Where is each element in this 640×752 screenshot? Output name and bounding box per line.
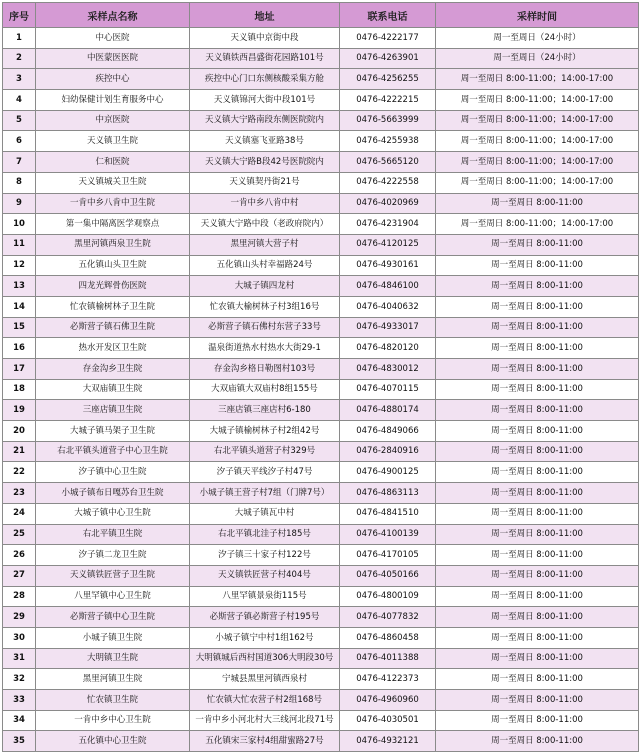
cell-index: 34 [3,710,36,731]
cell-phone: 0476-5663999 [340,110,436,131]
cell-address: 大城子镇榆树林子村2组42号 [190,421,340,442]
cell-address: 汐子镇天平线汐子村47号 [190,462,340,483]
cell-sampling-time: 周一至周日 8:00-11:00 [436,255,639,276]
cell-index: 28 [3,586,36,607]
table-header-row [3,3,639,28]
cell-sampling-time: 周一至周日 8:00-11:00 [436,524,639,545]
cell-address: 大明镇城后西村国道306大明段30号 [190,648,340,669]
cell-address: 忙农镇大榆树林子村3组16号 [190,296,340,317]
cell-index: 20 [3,421,36,442]
table-row [3,296,639,317]
cell-sampling-time: 周一至周日 8:00-11:00 [436,462,639,483]
cell-index: 19 [3,400,36,421]
cell-address: 汐子镇三十家子村122号 [190,545,340,566]
table-row [3,669,639,690]
cell-index: 6 [3,131,36,152]
table-row [3,359,639,380]
cell-sampling-time: 周一至周日 8:00-11:00 [436,441,639,462]
cell-address: 忙农镇大忙农营子村2组168号 [190,690,340,711]
cell-site-name: 忙农镇卫生院 [36,690,190,711]
cell-site-name: 五化镇山头卫生院 [36,255,190,276]
cell-phone: 0476-4900125 [340,462,436,483]
cell-sampling-time: 周一至周日 8:00-11:00 [436,379,639,400]
cell-index: 16 [3,338,36,359]
cell-phone: 0476-4231904 [340,214,436,235]
cell-index: 21 [3,441,36,462]
table-body [3,28,639,752]
table-row [3,317,639,338]
cell-address: 五化镇宋三家村4组甜蜜路27号 [190,731,340,752]
cell-phone: 0476-4800109 [340,586,436,607]
cell-address: 天义镇大宁路南段东侧医院院内 [190,110,340,131]
cell-sampling-time: 周一至周日 8:00-11:00 [436,317,639,338]
cell-site-name: 忙农镇榆树林子卫生院 [36,296,190,317]
cell-site-name: 小城子镇卫生院 [36,627,190,648]
cell-phone: 0476-4863113 [340,483,436,504]
cell-phone: 0476-4030501 [340,710,436,731]
cell-index: 31 [3,648,36,669]
cell-sampling-time: 周一至周日 8:00-11:00 [436,586,639,607]
cell-address: 疾控中心门口东侧核酸采集方舱 [190,69,340,90]
cell-index: 18 [3,379,36,400]
table-row [3,586,639,607]
cell-site-name: 一肯中乡中心卫生院 [36,710,190,731]
cell-index: 12 [3,255,36,276]
cell-sampling-time: 周一至周日 8:00-11:00；14:00-17:00 [436,90,639,111]
cell-site-name: 一肯中乡八肯中卫生院 [36,193,190,214]
cell-address: 天义镇铁西昌盛街花园路101号 [190,48,340,69]
cell-phone: 0476-4255938 [340,131,436,152]
cell-index: 33 [3,690,36,711]
cell-phone: 0476-4100139 [340,524,436,545]
cell-site-name: 五化镇中心卫生院 [36,731,190,752]
cell-site-name: 妇幼保健计划生育服务中心 [36,90,190,111]
cell-index: 22 [3,462,36,483]
cell-address: 一肯中乡八肯中村 [190,193,340,214]
cell-address: 三座店镇三座店村6-180 [190,400,340,421]
cell-site-name: 右北平镇卫生院 [36,524,190,545]
cell-index: 27 [3,565,36,586]
cell-sampling-time: 周一至周日 8:00-11:00 [436,607,639,628]
cell-phone: 0476-4263901 [340,48,436,69]
header-index: 序号 [3,3,36,28]
table-row [3,90,639,111]
cell-phone: 0476-2840916 [340,441,436,462]
cell-phone: 0476-4011388 [340,648,436,669]
cell-sampling-time: 周一至周日 8:00-11:00 [436,421,639,442]
cell-phone: 0476-4846100 [340,276,436,297]
cell-address: 天义镇锦河大街中段101号 [190,90,340,111]
cell-phone: 0476-4841510 [340,503,436,524]
cell-index: 17 [3,359,36,380]
header-sampling-time: 采样时间 [436,3,639,28]
cell-index: 30 [3,627,36,648]
cell-address: 五化镇山头村幸福路24号 [190,255,340,276]
table-row [3,193,639,214]
cell-site-name: 仁和医院 [36,152,190,173]
cell-phone: 0476-4880174 [340,400,436,421]
table-row [3,648,639,669]
cell-index: 14 [3,296,36,317]
cell-address: 一肯中乡小河北村大三线河北段71号 [190,710,340,731]
cell-site-name: 小城子镇布日嘎苏台卫生院 [36,483,190,504]
cell-sampling-time: 周一至周日 8:00-11:00 [436,296,639,317]
cell-phone: 0476-4930161 [340,255,436,276]
cell-phone: 0476-4960960 [340,690,436,711]
table-row [3,400,639,421]
cell-address: 大城子镇四龙村 [190,276,340,297]
cell-phone: 0476-4050166 [340,565,436,586]
header-phone: 联系电话 [340,3,436,28]
cell-index: 9 [3,193,36,214]
table-row [3,710,639,731]
table-row [3,483,639,504]
table-row [3,524,639,545]
cell-index: 2 [3,48,36,69]
cell-sampling-time: 周一至周日 8:00-11:00 [436,338,639,359]
table-row [3,565,639,586]
cell-site-name: 中京医院 [36,110,190,131]
cell-sampling-time: 周一至周日 8:00-11:00 [436,359,639,380]
cell-site-name: 八里罕镇中心卫生院 [36,586,190,607]
cell-phone: 0476-4070115 [340,379,436,400]
cell-index: 35 [3,731,36,752]
cell-sampling-time: 周一至周日 8:00-11:00 [436,710,639,731]
cell-address: 天义镇塞飞亚路38号 [190,131,340,152]
cell-sampling-time: 周一至周日 8:00-11:00 [436,400,639,421]
table-row [3,421,639,442]
table-row [3,441,639,462]
cell-site-name: 天义镇城关卫生院 [36,172,190,193]
cell-phone: 0476-4860458 [340,627,436,648]
cell-sampling-time: 周一至周日 8:00-11:00；14:00-17:00 [436,110,639,131]
cell-phone: 0476-4120125 [340,234,436,255]
cell-site-name: 大明镇卫生院 [36,648,190,669]
table-row [3,131,639,152]
cell-address: 天义镇铁匠营子村404号 [190,565,340,586]
cell-phone: 0476-4222558 [340,172,436,193]
table-row [3,503,639,524]
cell-phone: 0476-4256255 [340,69,436,90]
cell-address: 温泉街道热水村热水大街29-1 [190,338,340,359]
cell-address: 天义镇大宁路中段（老政府院内） [190,214,340,235]
cell-phone: 0476-4849066 [340,421,436,442]
cell-sampling-time: 周一至周日 8:00-11:00 [436,690,639,711]
cell-site-name: 大双庙镇卫生院 [36,379,190,400]
cell-sampling-time: 周一至周日 8:00-11:00 [436,276,639,297]
cell-sampling-time: 周一至周日（24小时） [436,48,639,69]
cell-phone: 0476-4933017 [340,317,436,338]
cell-index: 23 [3,483,36,504]
cell-sampling-time: 周一至周日 8:00-11:00 [436,545,639,566]
cell-site-name: 汐子镇中心卫生院 [36,462,190,483]
cell-phone: 0476-4830012 [340,359,436,380]
table-row [3,690,639,711]
cell-index: 7 [3,152,36,173]
table-row [3,255,639,276]
cell-site-name: 四龙光辉骨伤医院 [36,276,190,297]
cell-address: 小城子镇宁中村1组162号 [190,627,340,648]
cell-sampling-time: 周一至周日 8:00-11:00 [436,565,639,586]
cell-site-name: 右北平镇头道营子中心卫生院 [36,441,190,462]
table-row [3,731,639,752]
cell-site-name: 必斯营子镇中心卫生院 [36,607,190,628]
cell-sampling-time: 周一至周日 8:00-11:00 [436,648,639,669]
cell-address: 右北平镇北洼子村185号 [190,524,340,545]
cell-site-name: 中医蒙医医院 [36,48,190,69]
cell-sampling-time: 周一至周日 8:00-11:00 [436,193,639,214]
cell-site-name: 天义镇卫生院 [36,131,190,152]
cell-site-name: 黑里河镇西泉卫生院 [36,234,190,255]
cell-sampling-time: 周一至周日 8:00-11:00；14:00-17:00 [436,172,639,193]
cell-index: 10 [3,214,36,235]
cell-phone: 0476-4077832 [340,607,436,628]
cell-address: 存金沟乡格日勒图村103号 [190,359,340,380]
table-row [3,214,639,235]
cell-index: 15 [3,317,36,338]
cell-phone: 0476-4222177 [340,28,436,49]
cell-phone: 0476-4040632 [340,296,436,317]
cell-index: 24 [3,503,36,524]
table-row [3,379,639,400]
cell-address: 天义镇契丹街21号 [190,172,340,193]
cell-phone: 0476-4932121 [340,731,436,752]
cell-index: 25 [3,524,36,545]
cell-address: 右北平镇头道营子村329号 [190,441,340,462]
cell-index: 3 [3,69,36,90]
cell-sampling-time: 周一至周日 8:00-11:00 [436,669,639,690]
cell-site-name: 黑里河镇卫生院 [36,669,190,690]
cell-site-name: 三座店镇卫生院 [36,400,190,421]
cell-phone: 0476-5665120 [340,152,436,173]
cell-site-name: 中心医院 [36,28,190,49]
table-row [3,627,639,648]
table-row [3,545,639,566]
cell-sampling-time: 周一至周日 8:00-11:00；14:00-17:00 [436,152,639,173]
cell-sampling-time: 周一至周日 8:00-11:00 [436,234,639,255]
cell-site-name: 天义镇铁匠营子卫生院 [36,565,190,586]
cell-address: 小城子镇王营子村7组（门牌7号） [190,483,340,504]
cell-address: 大双庙镇大双庙村8组155号 [190,379,340,400]
cell-address: 宁城县黑里河镇西泉村 [190,669,340,690]
cell-sampling-time: 周一至周日 8:00-11:00；14:00-17:00 [436,214,639,235]
table-row [3,152,639,173]
table-row [3,607,639,628]
cell-index: 26 [3,545,36,566]
table-row [3,172,639,193]
cell-address: 必斯营子镇必斯营子村195号 [190,607,340,628]
cell-sampling-time: 周一至周日（24小时） [436,28,639,49]
cell-site-name: 汐子镇二龙卫生院 [36,545,190,566]
cell-sampling-time: 周一至周日 8:00-11:00 [436,483,639,504]
cell-sampling-time: 周一至周日 8:00-11:00 [436,731,639,752]
table-row [3,110,639,131]
cell-address: 天义镇中京街中段 [190,28,340,49]
cell-site-name: 必斯营子镇石佛卫生院 [36,317,190,338]
cell-phone: 0476-4122373 [340,669,436,690]
cell-sampling-time: 周一至周日 8:00-11:00 [436,627,639,648]
cell-phone: 0476-4222215 [340,90,436,111]
cell-index: 4 [3,90,36,111]
table-row [3,28,639,49]
header-site-name: 采样点名称 [36,3,190,28]
cell-index: 11 [3,234,36,255]
table-row [3,69,639,90]
cell-index: 13 [3,276,36,297]
cell-site-name: 大城子镇中心卫生院 [36,503,190,524]
cell-sampling-time: 周一至周日 8:00-11:00 [436,503,639,524]
sampling-sites-table [2,2,639,752]
cell-phone: 0476-4170105 [340,545,436,566]
cell-address: 八里罕镇景泉街115号 [190,586,340,607]
sampling-sites-table-container [2,2,638,752]
table-row [3,48,639,69]
cell-sampling-time: 周一至周日 8:00-11:00；14:00-17:00 [436,131,639,152]
cell-sampling-time: 周一至周日 8:00-11:00；14:00-17:00 [436,69,639,90]
cell-address: 必斯营子镇石佛村东营子33号 [190,317,340,338]
cell-address: 黑里河镇大营子村 [190,234,340,255]
cell-index: 29 [3,607,36,628]
table-row [3,462,639,483]
cell-site-name: 存金沟乡卫生院 [36,359,190,380]
table-row [3,234,639,255]
cell-site-name: 大城子镇马架子卫生院 [36,421,190,442]
table-row [3,276,639,297]
header-address: 地址 [190,3,340,28]
cell-index: 8 [3,172,36,193]
cell-index: 32 [3,669,36,690]
cell-site-name: 疾控中心 [36,69,190,90]
cell-address: 天义镇大宁路B段42号医院院内 [190,152,340,173]
cell-site-name: 第一集中隔离医学观察点 [36,214,190,235]
cell-index: 1 [3,28,36,49]
cell-address: 大城子镇瓦中村 [190,503,340,524]
cell-phone: 0476-4020969 [340,193,436,214]
table-row [3,338,639,359]
cell-site-name: 热水开发区卫生院 [36,338,190,359]
cell-index: 5 [3,110,36,131]
cell-phone: 0476-4820120 [340,338,436,359]
